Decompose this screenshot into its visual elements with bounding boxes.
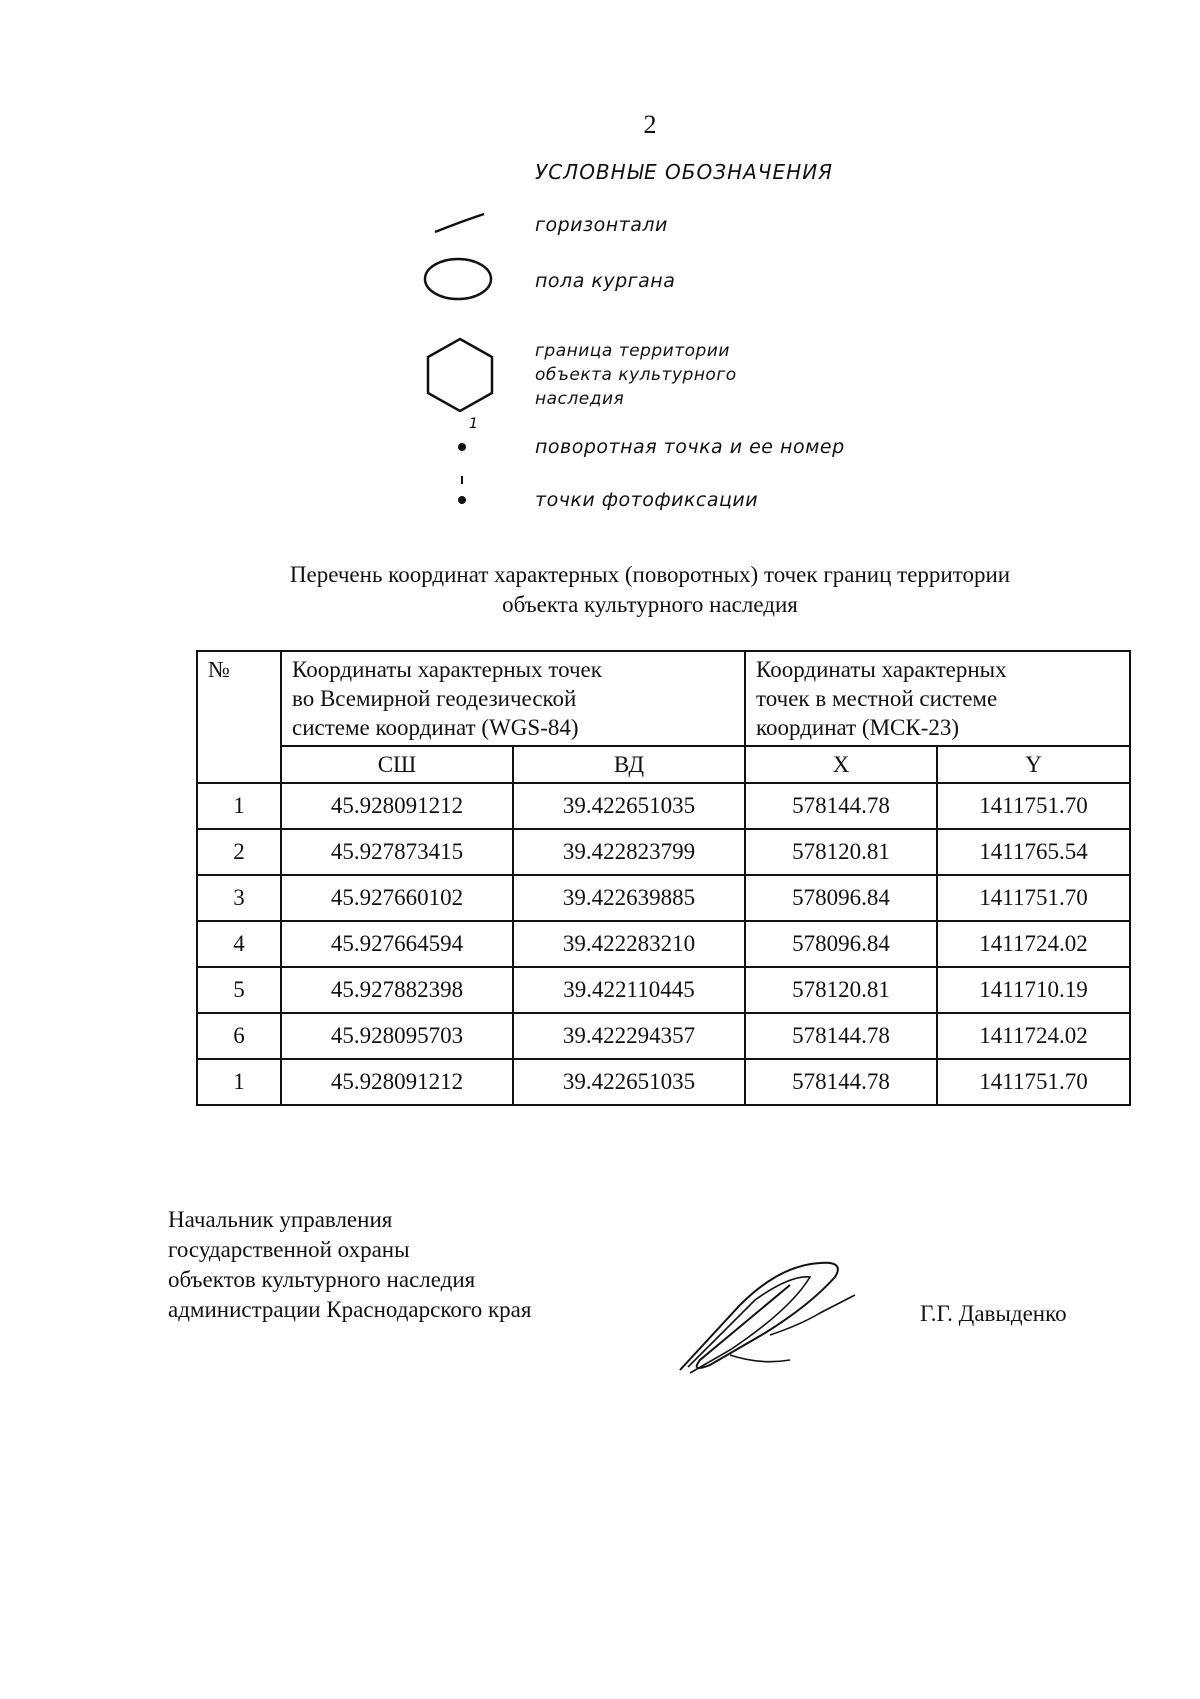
cell-lon: 39.422283210 — [513, 921, 745, 967]
turning-point-icon — [420, 415, 480, 465]
photo-point-icon — [420, 470, 480, 520]
legend-item-photo-point — [420, 470, 940, 530]
cell-lat: 45.928091212 — [281, 1059, 513, 1105]
cell-y: 1411724.02 — [937, 1013, 1130, 1059]
handwritten-signature — [670, 1255, 870, 1385]
cell-num: 4 — [197, 921, 281, 967]
table-row — [197, 921, 1130, 967]
cell-y: 1411751.70 — [937, 783, 1130, 829]
cell-num: 1 — [197, 1059, 281, 1105]
table-row — [197, 783, 1130, 829]
header-lat: СШ — [281, 746, 513, 783]
header-x: X — [745, 746, 937, 783]
legend-item-boundary — [420, 335, 940, 425]
cell-lon: 39.422639885 — [513, 875, 745, 921]
legend-label-turning-point: поворотная точка и ее номер — [535, 436, 845, 458]
cell-y: 1411751.70 — [937, 1059, 1130, 1105]
header-y: Y — [937, 746, 1130, 783]
contour-line-icon — [420, 208, 490, 238]
cell-lat: 45.928091212 — [281, 783, 513, 829]
legend-item-mound — [420, 252, 940, 312]
page-number: 2 — [643, 110, 657, 139]
table-title: Перечень координат характерных (поворотных) точек границ территории объекта культурного наследия — [289, 562, 1011, 617]
cell-y: 1411765.54 — [937, 829, 1130, 875]
legend-label-contour: горизонтали — [535, 214, 668, 236]
cell-lat: 45.927882398 — [281, 967, 513, 1013]
header-msk-group: Координаты характерных точек в местной системе координат (МСК-23) — [745, 651, 1130, 746]
signatory-position: Начальник управления государственной охраны объектов культурного наследия администрации Краснодарского края — [168, 1207, 532, 1322]
cell-lon: 39.422651035 — [513, 783, 745, 829]
cell-lat: 45.927660102 — [281, 875, 513, 921]
cell-lon: 39.422294357 — [513, 1013, 745, 1059]
cell-x: 578144.78 — [745, 1059, 937, 1105]
header-num: № — [197, 651, 281, 783]
legend-item-turning-point — [420, 415, 940, 475]
legend-title: УСЛОВНЫЕ ОБОЗНАЧЕНИЯ — [535, 160, 834, 184]
cell-x: 578144.78 — [745, 783, 937, 829]
table-row — [197, 967, 1130, 1013]
cell-num: 2 — [197, 829, 281, 875]
legend-label-photo-point: точки фотофиксации — [535, 489, 759, 511]
legend-label-mound: пола кургана — [535, 270, 676, 292]
coordinates-table — [196, 650, 1131, 1106]
cell-num: 1 — [197, 783, 281, 829]
cell-num: 6 — [197, 1013, 281, 1059]
cell-num: 3 — [197, 875, 281, 921]
cell-lon: 39.422651035 — [513, 1059, 745, 1105]
cell-x: 578096.84 — [745, 875, 937, 921]
table-row — [197, 1059, 1130, 1105]
header-lon: ВД — [513, 746, 745, 783]
cell-lat: 45.928095703 — [281, 1013, 513, 1059]
signatory-name: Г.Г. Давыденко — [920, 1301, 1067, 1326]
cell-lon: 39.422823799 — [513, 829, 745, 875]
cell-y: 1411710.19 — [937, 967, 1130, 1013]
table-row — [197, 1013, 1130, 1059]
cell-lon: 39.422110445 — [513, 967, 745, 1013]
cell-x: 578120.81 — [745, 829, 937, 875]
mound-ellipse-icon — [420, 252, 500, 308]
cell-x: 578096.84 — [745, 921, 937, 967]
cell-x: 578144.78 — [745, 1013, 937, 1059]
turning-point-marker: 1 — [469, 416, 478, 432]
legend-label-boundary: граница территории объекта культурного наследия — [535, 341, 737, 409]
cell-lat: 45.927664594 — [281, 921, 513, 967]
cell-y: 1411724.02 — [937, 921, 1130, 967]
table-row — [197, 829, 1130, 875]
header-wgs-group: Координаты характерных точек во Всемирной геодезической системе координат (WGS-84) — [281, 651, 745, 746]
cell-num: 5 — [197, 967, 281, 1013]
table-row — [197, 875, 1130, 921]
hexagon-boundary-icon — [420, 335, 500, 415]
cell-lat: 45.927873415 — [281, 829, 513, 875]
cell-y: 1411751.70 — [937, 875, 1130, 921]
cell-x: 578120.81 — [745, 967, 937, 1013]
